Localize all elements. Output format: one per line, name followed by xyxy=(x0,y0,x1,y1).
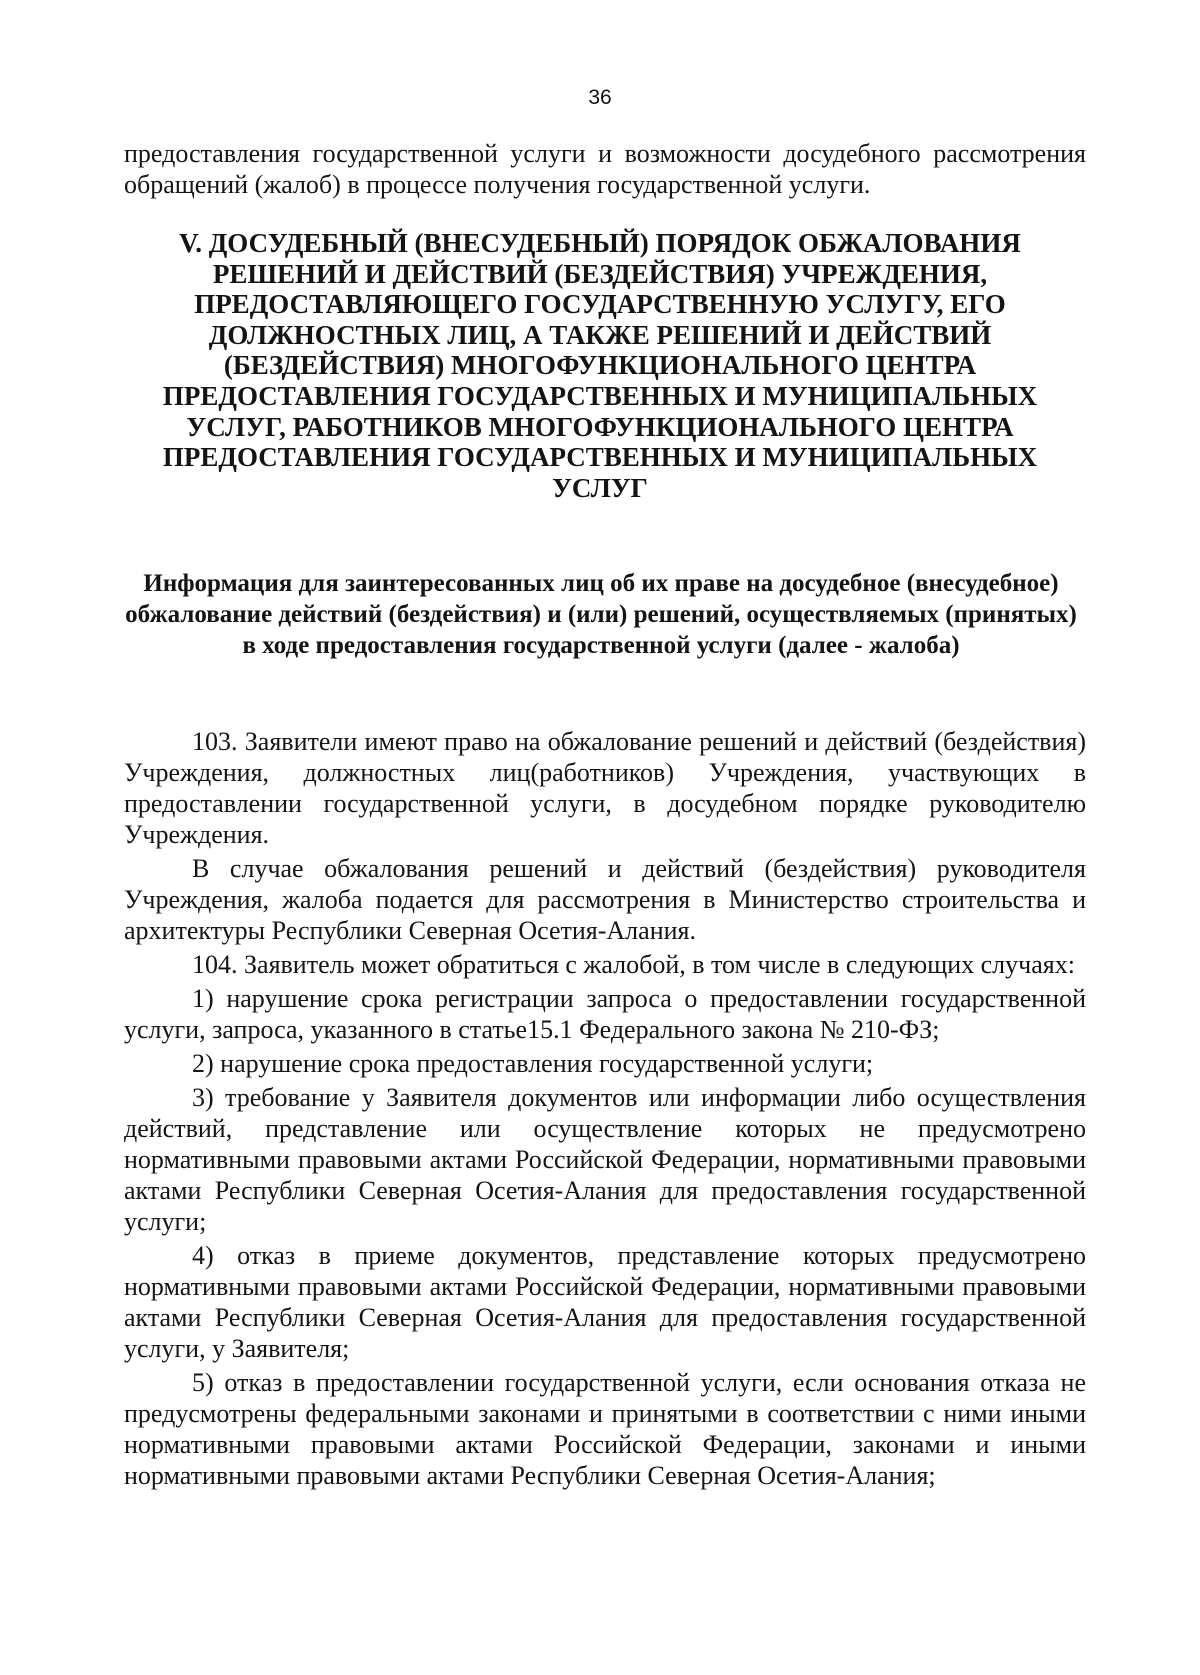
list-item-1: 1) нарушение срока регистрации запроса о предоставлении государственной услуги, запроса, указанного в статье15.1 Федерального закона № 210-ФЗ; xyxy=(124,984,1086,1044)
body-text xyxy=(124,726,1086,1494)
intro-block xyxy=(124,138,1086,200)
paragraph-appeal-head: В случае обжалования решений и действий (бездействия) руководителя Учреждения, жалоба подается для рассмотрения в Министерство строительства и архитектуры Республики Северная Осетия-Алания. xyxy=(124,854,1086,945)
list-item-5: 5) отказ в предоставлении государственной услуги, если основания отказа не предусмотрены федеральными законами и принятыми в соответствии с ними иными нормативными правовыми актами Российской Федерации, законами и иными нормативными правовыми актами Республики Северная Осетия-Алания; xyxy=(124,1368,1086,1490)
list-item-4: 4) отказ в приеме документов, представление которых предусмотрено нормативными правовыми актами Российской Федерации, нормативными правовыми актами Республики Северная Осетия-Алания для предоставления государственной услуги, у Заявителя; xyxy=(124,1241,1086,1363)
list-item-3: 3) требование у Заявителя документов или информации либо осуществления действий, представление или осуществление которых не предусмотрено нормативными правовыми актами Российской Федерации, нормативными правовыми актами Республики Северная Осетия-Алания для предоставления государственной услуги; xyxy=(124,1083,1086,1236)
list-item-2: 2) нарушение срока предоставления государственной услуги; xyxy=(192,1049,874,1078)
section-title: V. ДОСУДЕБНЫЙ (ВНЕСУДЕБНЫЙ) ПОРЯДОК ОБЖАЛОВАНИЯ РЕШЕНИЙ И ДЕЙСТВИЙ (БЕЗДЕЙСТВИЯ) УЧРЕЖДЕНИЯ, ПРЕДОСТАВЛЯЮЩЕГО ГОСУДАРСТВЕННУЮ УСЛУГУ, ЕГО ДОЛЖНОСТНЫХ ЛИЦ, А ТАКЖЕ РЕШЕНИЙ И ДЕЙСТВИЙ (БЕЗДЕЙСТВИЯ) МНОГОФУНКЦИОНАЛЬНОГО ЦЕНТРА ПРЕДОСТАВЛЕНИЯ ГОСУДАРСТВЕННЫХ И МУНИЦИПАЛЬНЫХ УСЛУГ, РАБОТНИКОВ МНОГОФУНКЦИОНАЛЬНОГО ЦЕНТРА ПРЕДОСТАВЛЕНИЯ ГОСУДАРСТВЕННЫХ И МУНИЦИПАЛЬНЫХ УСЛУГ xyxy=(162,228,1038,503)
subsection-title: Информация для заинтересованных лиц об их праве на досудебное (внесудебное) обжалование действий (бездействия) и (или) решений, осуществляемых (принятых) в ходе предоставления государственной услуги (далее - жалоба) xyxy=(125,570,1077,659)
page-number: 36 xyxy=(588,86,612,109)
paragraph-104: 104. Заявитель может обратиться с жалобой, в том числе в следующих случаях: xyxy=(192,950,1075,979)
paragraph-103: 103. Заявители имеют право на обжалование решений и действий (бездействия) Учреждения, должностных лиц(работников) Учреждения, участвующих в предоставлении государственной услуги, в досудебном порядке руководителю Учреждения. xyxy=(124,727,1086,849)
intro-paragraph: предоставления государственной услуги и возможности досудебного рассмотрения обращений (жалоб) в процессе получения государственной услуги. xyxy=(124,139,1086,199)
